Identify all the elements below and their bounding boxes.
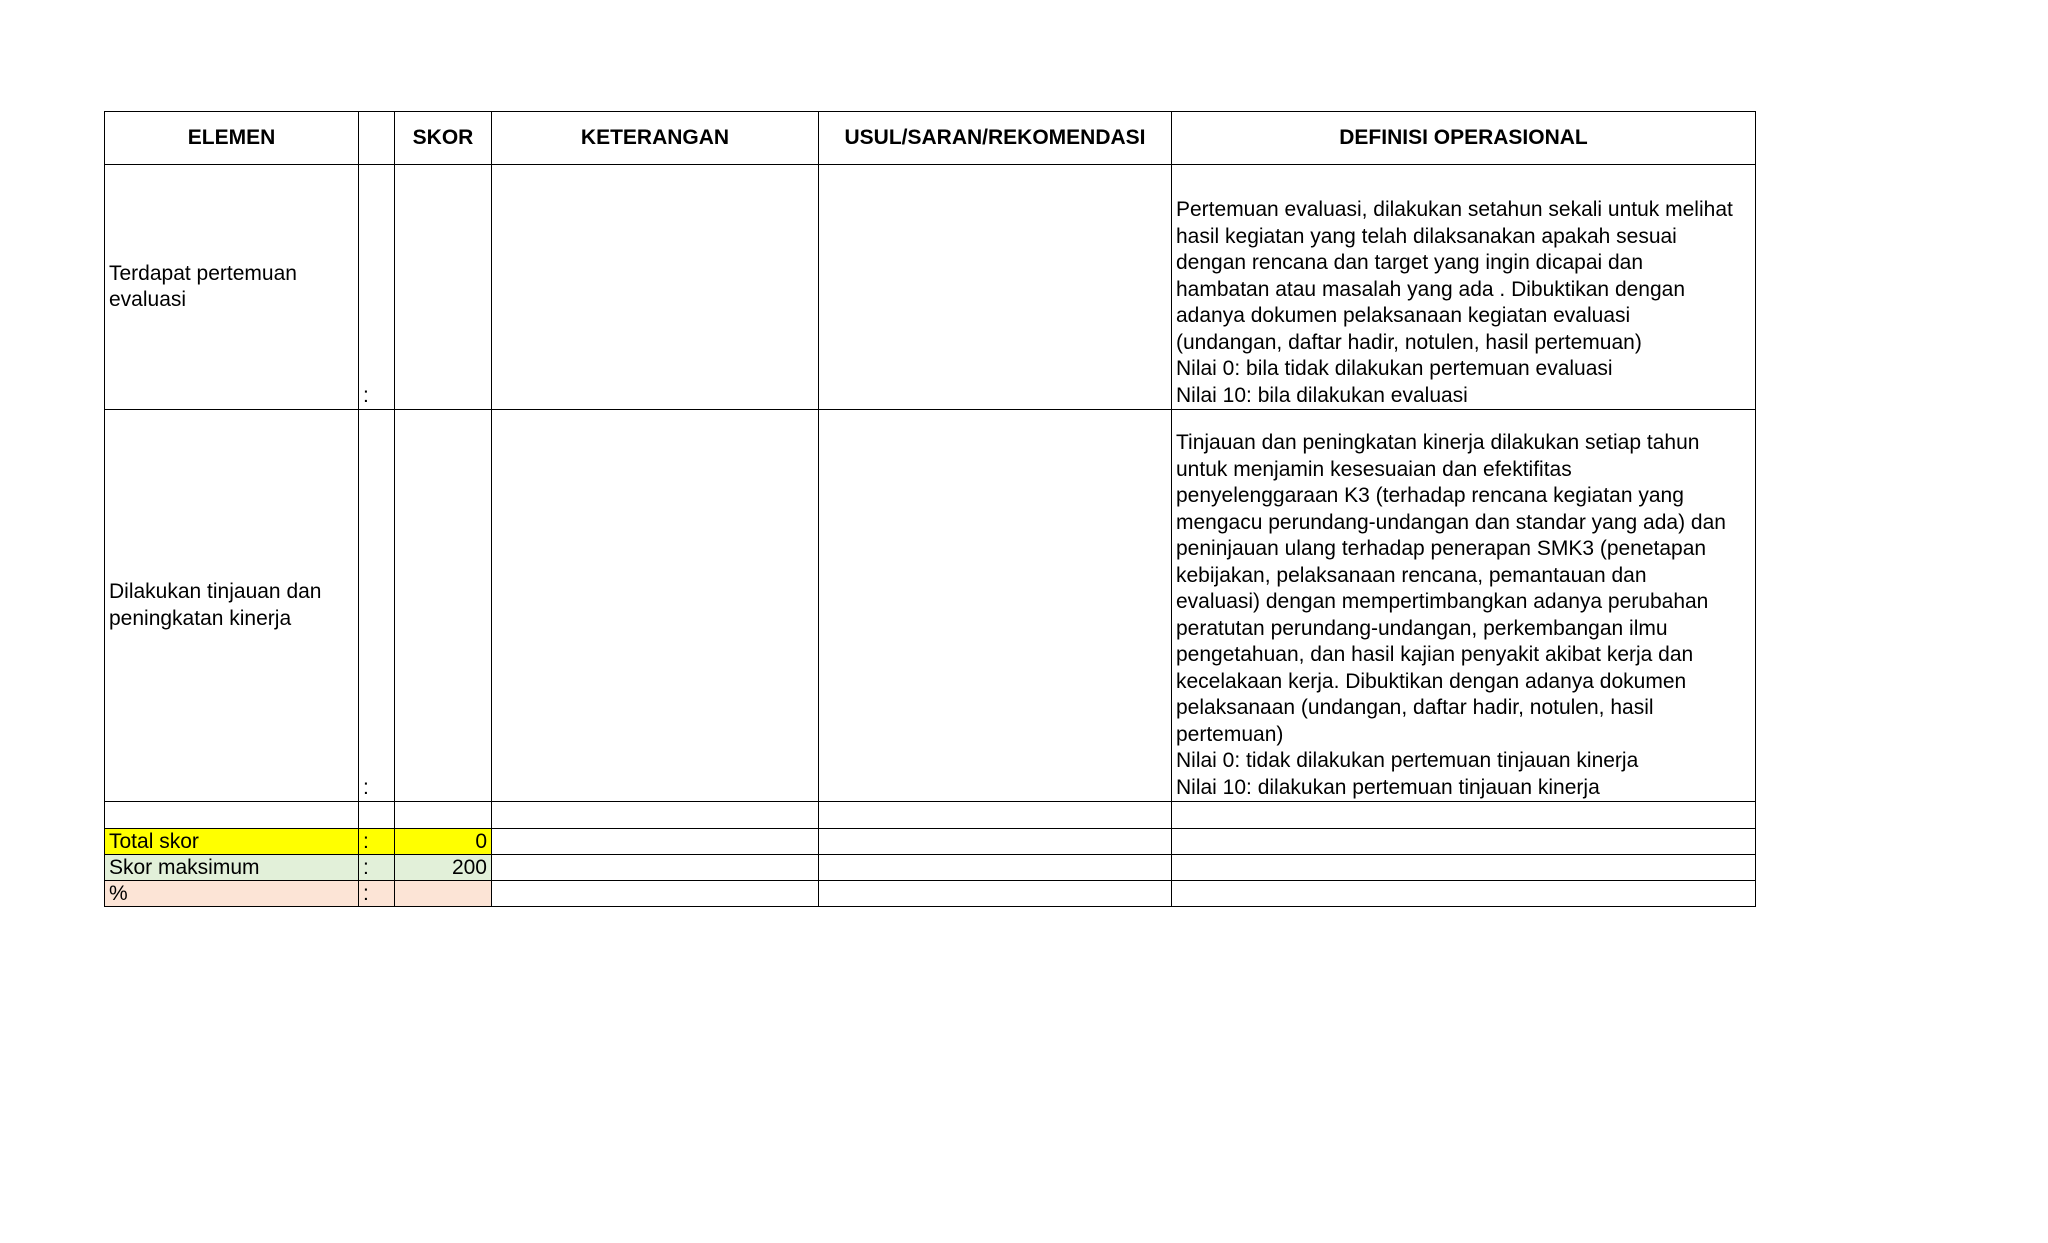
- usul-cell[interactable]: [819, 410, 1172, 802]
- definisi-line: peninjauan ulang terhadap penerapan SMK3 (penetapan: [1176, 537, 1707, 560]
- elemen-cell[interactable]: Dilakukan tinjauan dan peningkatan kinerja: [105, 410, 359, 802]
- evaluation-table: [104, 111, 1756, 907]
- definisi-line: Nilai 10: bila dilakukan evaluasi: [1176, 383, 1468, 407]
- max-row: [105, 855, 1756, 881]
- keterangan-cell[interactable]: [492, 165, 819, 410]
- blank-cell[interactable]: [819, 829, 1172, 855]
- header-elemen: ELEMEN: [105, 112, 359, 165]
- blank-cell[interactable]: [395, 802, 492, 829]
- blank-cell[interactable]: [1172, 881, 1756, 907]
- blank-cell[interactable]: [819, 881, 1172, 907]
- max-colon[interactable]: :: [359, 855, 395, 881]
- definisi-line: pengetahuan, dan hasil kajian penyakit akibat kerja dan: [1176, 643, 1694, 666]
- table-row: [105, 410, 1756, 802]
- table-row: [105, 165, 1756, 410]
- definisi-line: adanya dokumen pelaksanaan kegiatan evaluasi: [1176, 304, 1631, 327]
- definisi-line: pertemuan): [1176, 722, 1284, 746]
- max-label[interactable]: Skor maksimum: [105, 855, 359, 881]
- max-value[interactable]: 200: [395, 855, 492, 881]
- definisi-line: Nilai 0: tidak dilakukan pertemuan tinjauan kinerja: [1176, 749, 1639, 772]
- definisi-line: untuk menjamin kesesuaian dan efektifitas: [1176, 457, 1572, 481]
- definisi-line: dengan rencana dan target yang ingin dicapai dan: [1176, 251, 1644, 274]
- blank-row: [105, 802, 1756, 829]
- total-value[interactable]: 0: [395, 829, 492, 855]
- header-row: [105, 112, 1756, 165]
- header-blank: [359, 112, 395, 165]
- blank-cell[interactable]: [1172, 802, 1756, 829]
- definisi-line: Pertemuan evaluasi, dilakukan setahun sekali untuk melihat: [1176, 198, 1733, 221]
- header-definisi: DEFINISI OPERASIONAL: [1172, 112, 1756, 165]
- blank-cell[interactable]: [492, 881, 819, 907]
- blank-cell[interactable]: [819, 855, 1172, 881]
- colon-cell[interactable]: :: [359, 410, 395, 802]
- blank-cell[interactable]: [492, 802, 819, 829]
- definisi-line: evaluasi) dengan mempertimbangkan adanya perubahan: [1176, 590, 1709, 613]
- percent-colon[interactable]: :: [359, 881, 395, 907]
- definisi-line: Tinjauan dan peningkatan kinerja dilakukan setiap tahun: [1176, 431, 1700, 454]
- blank-cell[interactable]: [1172, 855, 1756, 881]
- header-skor: SKOR: [395, 112, 492, 165]
- colon-cell[interactable]: :: [359, 165, 395, 410]
- percent-row: [105, 881, 1756, 907]
- definisi-line: penyelenggaraan K3 (terhadap rencana kegiatan yang: [1176, 484, 1684, 507]
- usul-cell[interactable]: [819, 165, 1172, 410]
- blank-cell[interactable]: [1172, 829, 1756, 855]
- percent-value[interactable]: [395, 881, 492, 907]
- blank-cell[interactable]: [492, 829, 819, 855]
- total-colon[interactable]: :: [359, 829, 395, 855]
- definisi-line: mengacu perundang-undangan dan standar yang ada) dan: [1176, 510, 1726, 534]
- percent-label[interactable]: %: [105, 881, 359, 907]
- definisi-cell[interactable]: [1172, 165, 1756, 410]
- blank-cell[interactable]: [819, 802, 1172, 829]
- definisi-cell[interactable]: [1172, 410, 1756, 802]
- header-usul: USUL/SARAN/REKOMENDASI: [819, 112, 1172, 165]
- definisi-line: hambatan atau masalah yang ada . Dibuktikan dengan: [1176, 277, 1686, 301]
- definisi-line: (undangan, daftar hadir, notulen, hasil pertemuan): [1176, 330, 1642, 354]
- definisi-line: Nilai 0: bila tidak dilakukan pertemuan evaluasi: [1176, 357, 1613, 380]
- definisi-line: peratutan perundang-undangan, perkembangan ilmu: [1176, 616, 1668, 640]
- blank-cell[interactable]: [492, 855, 819, 881]
- header-keterangan: KETERANGAN: [492, 112, 819, 165]
- skor-cell[interactable]: [395, 165, 492, 410]
- keterangan-cell[interactable]: [492, 410, 819, 802]
- blank-cell[interactable]: [359, 802, 395, 829]
- definisi-line: pelaksanaan (undangan, daftar hadir, notulen, hasil: [1176, 696, 1654, 719]
- blank-cell[interactable]: [105, 802, 359, 829]
- definisi-line: kebijakan, pelaksanaan rencana, pemantauan dan: [1176, 563, 1647, 587]
- definisi-line: kecelakaan kerja. Dibuktikan dengan adanya dokumen: [1176, 669, 1687, 693]
- definisi-line: Nilai 10: dilakukan pertemuan tinjauan kinerja: [1176, 775, 1600, 799]
- skor-cell[interactable]: [395, 410, 492, 802]
- total-label[interactable]: Total skor: [105, 829, 359, 855]
- elemen-cell[interactable]: Terdapat pertemuan evaluasi: [105, 165, 359, 410]
- total-row: [105, 829, 1756, 855]
- definisi-line: hasil kegiatan yang telah dilaksanakan apakah sesuai: [1176, 224, 1677, 248]
